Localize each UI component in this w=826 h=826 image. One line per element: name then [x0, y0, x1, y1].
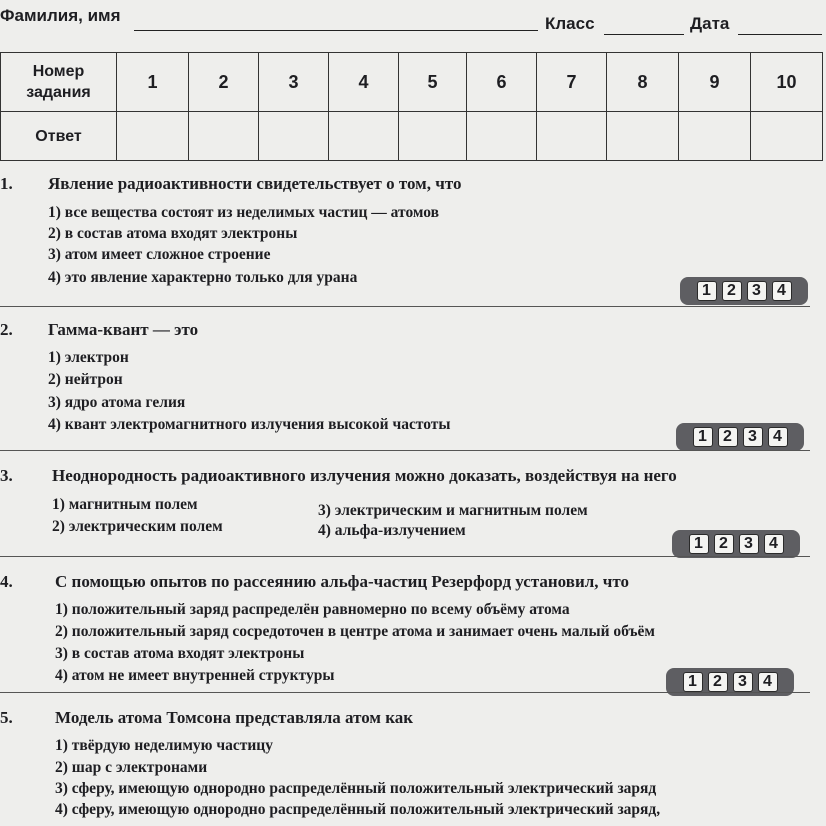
class-field[interactable]	[604, 34, 684, 35]
task-number-cell: 6	[467, 53, 537, 112]
option: 2) электрическим полем	[52, 518, 223, 535]
name-label: Фамилия, имя	[0, 6, 121, 25]
answer-cell[interactable]	[189, 112, 259, 161]
question-number: 3.	[0, 466, 13, 485]
question-number: 1.	[0, 174, 13, 193]
option: 3) сферу, имеющую однородно распределённый положительный электрический заряд	[55, 780, 657, 797]
choice-3[interactable]: 3	[733, 672, 753, 692]
task-number-header: Номер задания	[1, 53, 117, 112]
option: 4) атом не имеет внутренней структуры	[55, 667, 335, 684]
option: 4) альфа-излучением	[318, 522, 466, 539]
task-number-cell: 4	[329, 53, 399, 112]
option: 1) магнитным полем	[52, 496, 198, 513]
question-text: С помощью опытов по рассеянию альфа-частиц Резерфорд установил, что	[55, 572, 629, 591]
option: 1) положительный заряд распределён равномерно по всему объёму атома	[55, 601, 570, 618]
choice-1[interactable]: 1	[683, 672, 703, 692]
answer-choice-box	[680, 277, 808, 305]
answer-cell[interactable]	[537, 112, 607, 161]
task-number-cell: 8	[607, 53, 679, 112]
answer-cell[interactable]	[259, 112, 329, 161]
option: 3) атом имеет сложное строение	[48, 246, 271, 263]
option: 2) шар с электронами	[55, 759, 208, 776]
question-text: Модель атома Томсона представляла атом как	[55, 708, 414, 727]
task-number-row	[1, 53, 823, 112]
task-number-cell: 3	[259, 53, 329, 112]
option: 4) это явление характерно только для урана	[48, 269, 358, 286]
answer-grid	[0, 52, 823, 161]
date-field[interactable]	[738, 34, 822, 35]
answer-cell[interactable]	[679, 112, 751, 161]
answer-cell[interactable]	[329, 112, 399, 161]
divider	[0, 450, 810, 451]
answer-cell[interactable]	[607, 112, 679, 161]
choice-4[interactable]: 4	[768, 427, 788, 447]
option: 2) в состав атома входят электроны	[48, 225, 298, 242]
option: 2) нейтрон	[48, 371, 123, 388]
name-field[interactable]	[134, 30, 538, 31]
choice-3[interactable]: 3	[743, 427, 763, 447]
date-label: Дата	[690, 14, 730, 33]
answer-cell[interactable]	[467, 112, 537, 161]
option: 4) квант электромагнитного излучения высокой частоты	[48, 416, 451, 433]
choice-3[interactable]: 3	[739, 534, 759, 554]
option: 1) твёрдую неделимую частицу	[55, 737, 273, 754]
question-text: Гамма-квант — это	[48, 320, 199, 339]
option: 2) положительный заряд сосредоточен в центре атома и занимает очень малый объём	[55, 623, 655, 640]
option: 1) электрон	[48, 349, 129, 366]
divider	[0, 306, 810, 307]
choice-2[interactable]: 2	[708, 672, 728, 692]
task-number-cell: 10	[751, 53, 823, 112]
option: 4) сферу, имеющую однородно распределённый положительный электрический заряд,	[55, 801, 661, 818]
choice-4[interactable]: 4	[772, 281, 792, 301]
answer-choice-box	[676, 423, 804, 451]
option: 3) в состав атома входят электроны	[55, 645, 305, 662]
choice-4[interactable]: 4	[764, 534, 784, 554]
choice-1[interactable]: 1	[689, 534, 709, 554]
choice-1[interactable]: 1	[697, 281, 717, 301]
choice-2[interactable]: 2	[714, 534, 734, 554]
option: 3) электрическим и магнитным полем	[318, 502, 588, 519]
answer-cell[interactable]	[117, 112, 189, 161]
choice-3[interactable]: 3	[747, 281, 767, 301]
answer-choice-box	[672, 530, 800, 558]
choice-2[interactable]: 2	[722, 281, 742, 301]
option: 3) ядро атома гелия	[48, 394, 186, 411]
choice-2[interactable]: 2	[718, 427, 738, 447]
task-number-cell: 5	[399, 53, 467, 112]
question-number: 4.	[0, 572, 13, 591]
class-label: Класс	[545, 14, 595, 33]
choice-4[interactable]: 4	[758, 672, 778, 692]
answer-row	[1, 112, 823, 161]
task-number-cell: 1	[117, 53, 189, 112]
question-number: 2.	[0, 320, 13, 339]
answer-cell[interactable]	[399, 112, 467, 161]
task-number-cell: 9	[679, 53, 751, 112]
choice-1[interactable]: 1	[693, 427, 713, 447]
divider	[0, 692, 810, 693]
option: 1) все вещества состоят из неделимых частиц — атомов	[48, 204, 439, 221]
question-number: 5.	[0, 708, 13, 727]
task-number-cell: 2	[189, 53, 259, 112]
divider	[0, 556, 810, 557]
answer-header: Ответ	[1, 112, 117, 161]
question-text: Неоднородность радиоактивного излучения можно доказать, воздействуя на него	[52, 466, 677, 485]
task-number-cell: 7	[537, 53, 607, 112]
answer-cell[interactable]	[751, 112, 823, 161]
question-text: Явление радиоактивности свидетельствует о том, что	[48, 174, 462, 193]
